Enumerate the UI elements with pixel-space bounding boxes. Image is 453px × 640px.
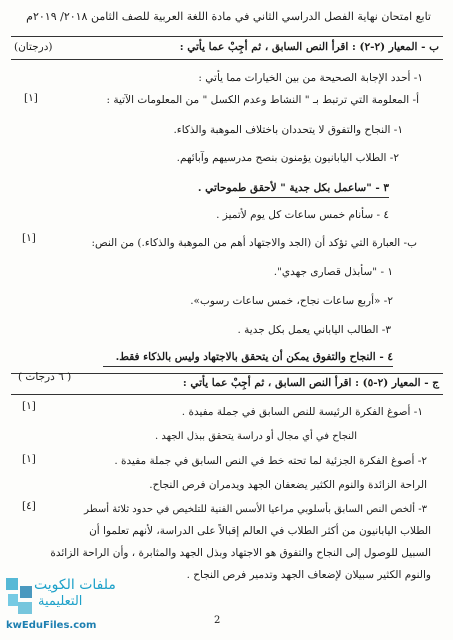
question-c1-mark: [١] <box>22 400 36 412</box>
question-b-option-3: ٣- الطالب الياباني يعمل بكل جدية . <box>237 324 391 336</box>
section-b-points: (درجتان) <box>14 41 53 53</box>
logo-blocks-icon <box>4 574 36 620</box>
question-a-option-1: ١- النجاح والتفوق لا يتحددان باختلاف الموهبة والذكاء. <box>173 124 403 136</box>
question-c2-text: ٢- أصوغ الفكرة الجزئية لما تحته خط في النص السابق في جملة مفيدة . <box>114 455 427 467</box>
logo-url: kwEduFiles.com <box>6 620 97 631</box>
question-c2-mark: [١] <box>22 453 36 465</box>
page-number: 2 <box>214 615 221 626</box>
question-a-mark: [١] <box>24 92 38 104</box>
section-b-heading: ب - المعيار (٢-٢) : اقرأ النص السابق ، ثم أجِبْ عما يأتي : <box>179 41 439 53</box>
question-c3-answer-line-1: الطلاب اليابانيون من أكثر الطلاب في العالم إقبالاً على الدراسة، لأنهم تعلموا أن <box>89 525 431 537</box>
question-b-option-4: ٤ - النجاح والتفوق يمكن أن يتحقق بالاجتهاد وليس بالذكاء فقط. <box>115 351 393 363</box>
option-3-underline <box>239 197 389 198</box>
option-4-underline <box>103 366 393 367</box>
question-a-option-2: ٢- الطلاب اليابانيون يؤمنون بنصح مدرسيهم وآبائهم. <box>176 152 399 164</box>
question-c3-answer-line-2: السبيل للوصول إلى النجاح والتفوق هو الاجتهاد وبذل الجهد والمثابرة ، وأن الراحة الزائدة <box>50 547 431 559</box>
kwedufiles-logo <box>2 572 120 638</box>
question-b-text: ب- العبارة التي تؤكد أن (الجد والاجتهاد أهم من الموهبة والذكاء.) من النص: <box>91 237 417 249</box>
question-c2-answer: الراحة الزائدة والنوم الكثير يضعفان الجهد ويدمران فرص النجاح. <box>149 479 427 491</box>
logo-line-2: التعليمية <box>38 594 83 609</box>
question-b-option-1: ١ - "سأبذل قصارى جهدي". <box>273 266 393 278</box>
question-c1-answer: النجاح في أي مجال أو دراسة يتحقق ببذل الجهد . <box>155 431 357 442</box>
section-c-points: ( ٦ درجات ) <box>18 371 72 383</box>
question-b-mark: [١] <box>22 232 36 244</box>
question-b-option-2: ٢- «أربع ساعات نجاح، خمس ساعات رسوب». <box>190 295 393 307</box>
question-c1-text: ١- أصوغ الفكرة الرئيسة للنص السابق في جملة مفيدة . <box>181 406 423 418</box>
logo-line-1: ملفات الكويت <box>34 577 116 593</box>
question-1-intro: ١- أحدد الإجابة الصحيحة من بين الخيارات مما يأتي : <box>198 72 423 84</box>
question-a-option-3: ٣ - "ساعمل بكل جدية " لأحقق طموحاتي . <box>197 182 389 194</box>
question-a-option-4: ٤ - سأنام خمس ساعات كل يوم لأتميز . <box>216 209 389 221</box>
question-a-text: أ- المعلومة التي ترتبط بـ " النشاط وعدم الكسل " من المعلومات الآتية : <box>106 94 419 106</box>
page-header-title: تابع امتحان نهاية الفصل الدراسي الثاني في مادة اللغة العربية للصف الثامن ٢٠١٨/ ٢٠١٩م <box>26 10 431 23</box>
question-c3-text: ٣- ألخص النص السابق بأسلوبي مراعيا الأسس الفنية للتلخيص في حدود ثلاثة أسطر <box>84 504 427 515</box>
question-c3-answer-line-3: والنوم الكثير سبيلان لإضعاف الجهد وتدمير فرص النجاح . <box>186 569 431 581</box>
question-c3-mark: [٤] <box>22 500 36 512</box>
section-c-heading: ج - المعيار (٢-٥) : اقرأ النص السابق ، ثم أجِبْ عما يأتي : <box>182 377 439 389</box>
